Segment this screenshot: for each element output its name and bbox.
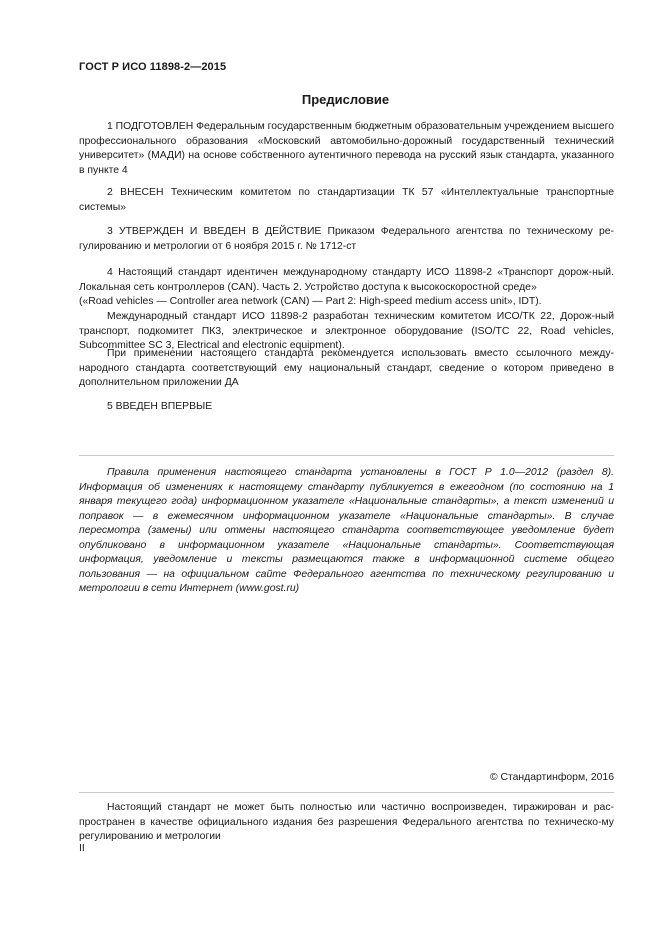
foreword-item-4: 4 Настоящий стандарт идентичен международному стандарту ИСО 11898-2 «Транспорт дорож-ный. Локальная сеть контроллеров (CAN). Часть 2. Устройство доступа к высокоскоростной среде» <box>79 267 614 293</box>
foreword-item-4-english-title: («Road vehicles — Controller area network (CAN) — Part 2: High-speed medium access unit», IDT). <box>79 296 542 307</box>
document-code: ГОСТ Р ИСО 11898-2—2015 <box>79 61 227 73</box>
application-rules-notice: Правила применения настоящего стандарта установлены в ГОСТ Р 1.0—2012 (раздел 8). Информация об изменениях к настоящему стандарту публикуется в ежегодном (по состоянию на 1 января текущего года) информационном указателе «Национальные стандарты», а текст изменений и поправок — в ежемесячном информационном указателе «Национальные стандарты». В случае пересмотра (замены) или отмены настоящего стандарта соответствующее уведомление будет опубликовано в информационном указателе «Национальные стандарты». Соответствующая информация, уведомление и тексты размещаются также в информационной системе общего пользования — на официальном сайте Федерального агентства по техническому регулированию и метрологии в сети Интернет (www.gost.ru) <box>79 467 614 594</box>
foreword-item-4-international-standard: Международный стандарт ИСО 11898-2 разработан техническим комитетом ИСО/ТК 22, Дорож-ный транспорт, подкомитет ПК3, электрическое и электронное оборудование (ISO/TC 22, Road vehicles, Subcommittee SC 3, Electrical and electronic equipment). <box>79 311 614 352</box>
divider <box>79 455 614 456</box>
page-title: Предисловие <box>301 92 390 107</box>
foreword-item-2: 2 ВНЕСЕН Техническим комитетом по стандартизации ТК 57 «Интеллектуальные транспортные системы» <box>79 187 614 213</box>
foreword-item-5: 5 ВВЕДЕН ВПЕРВЫЕ <box>107 401 213 412</box>
reproduction-notice: Настоящий стандарт не может быть полностью или частично воспроизведен, тиражирован и рас-пространен в качестве официального издания без разрешения Федерального агентства по техническо-му регулированию и метрологии <box>79 802 614 843</box>
foreword-item-1: 1 ПОДГОТОВЛЕН Федеральным государственным бюджетным образовательным учреждением высшего профессионального образования «Московский автомобильно-дорожный государственный технический университет» (МАДИ) на основе собственного аутентичного перевода на русский язык стандарта, указанного в пункте 4 <box>79 121 614 176</box>
foreword-item-4-application-note: При применении настоящего стандарта рекомендуется использовать вместо ссылочного между-народного стандарта соответствующий ему национальный стандарт, сведение о котором приведено в дополнительном приложении ДА <box>79 348 614 389</box>
copyright: © Стандартинформ, 2016 <box>489 772 614 783</box>
foreword-item-3: 3 УТВЕРЖДЕН И ВВЕДЕН В ДЕЙСТВИЕ Приказом Федерального агентства по техническому ре-гулированию и метрологии от 6 ноября 2015 г. № 1712-ст <box>79 226 614 252</box>
page-number: II <box>79 843 85 854</box>
divider <box>79 792 614 793</box>
